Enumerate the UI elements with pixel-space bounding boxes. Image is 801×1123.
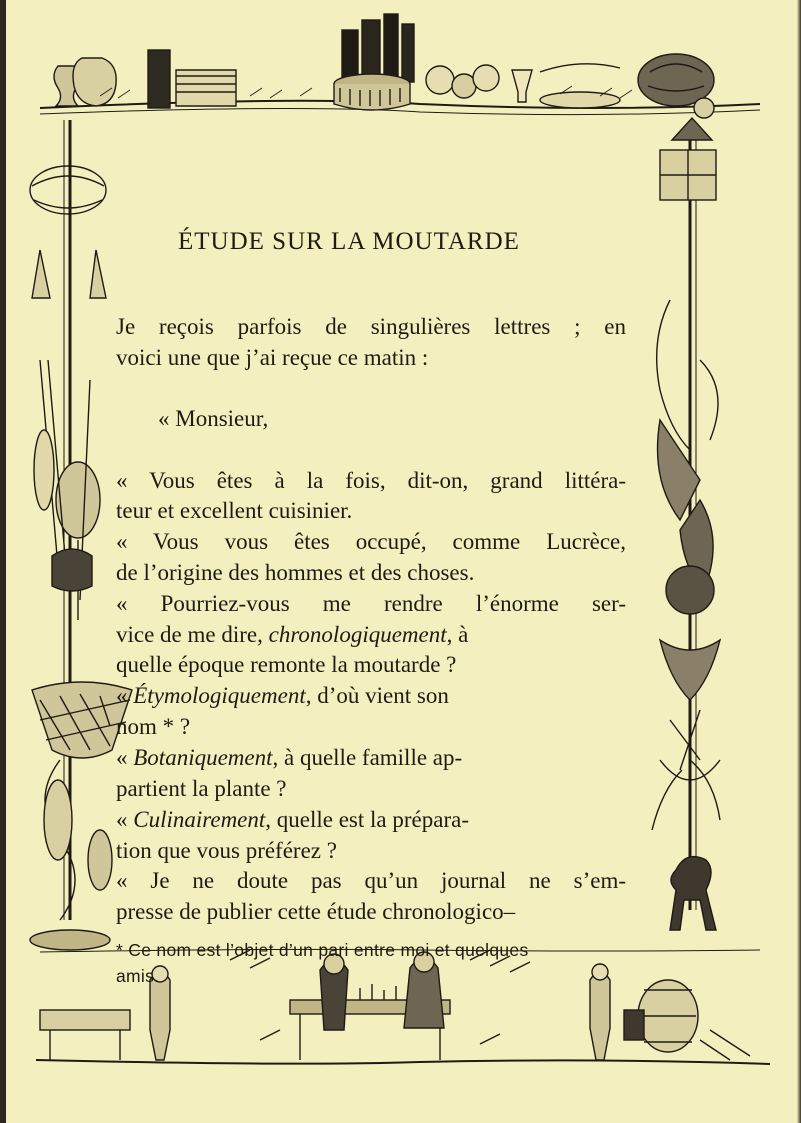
body-line: « Étymologiquement, d’où vient son [116,683,449,708]
emphasis: Culinairement [133,807,266,832]
emphasis: Étymologiquement [133,683,306,708]
body-line: « Culinairement, quelle est la prépara- [116,807,469,832]
salutation: « Monsieur, [158,406,269,431]
body-line: « Botaniquement, à quelle famille ap- [116,745,463,770]
footnote: * Ce nom est l’objet d’un pari entre moi et quelques [116,940,529,960]
top-banner-illustration [40,14,760,118]
body-line: « Vous vous êtes occupé, comme Lucrèce, [116,529,626,554]
emphasis: chronologiquement [268,622,447,647]
body-line: Je reçois parfois de singulières lettres ; en [116,314,626,339]
body-line: « Je ne doute pas qu’un journal ne s’em- [116,868,626,893]
body-line: quelle époque remonte la moutarde ? [116,652,457,677]
body-line: presse de publier cette étude chronologico– [116,899,516,924]
footnote: amis. [116,966,160,986]
body-line: nom * ? [116,714,191,739]
body-line: partient la plante ? [116,776,287,801]
emphasis: Botaniquement [133,745,273,770]
body-line: « Pourriez-vous me rendre l’énorme ser- [116,591,626,616]
body-line: tion que vous préférez ? [116,838,337,863]
right-border-illustration [652,118,720,930]
body-line: voici une que j’ai reçue ce matin : [116,345,429,370]
body-line: vice de me dire, chronologiquement, à [116,622,469,647]
body-line: « Vous êtes à la fois, dit-on, grand littéra- [116,468,626,493]
body-line: de l’origine des hommes et des choses. [116,560,475,585]
page-title: ÉTUDE SUR LA MOUTARDE [178,228,520,255]
body-line: teur et excellent cuisinier. [116,498,353,523]
